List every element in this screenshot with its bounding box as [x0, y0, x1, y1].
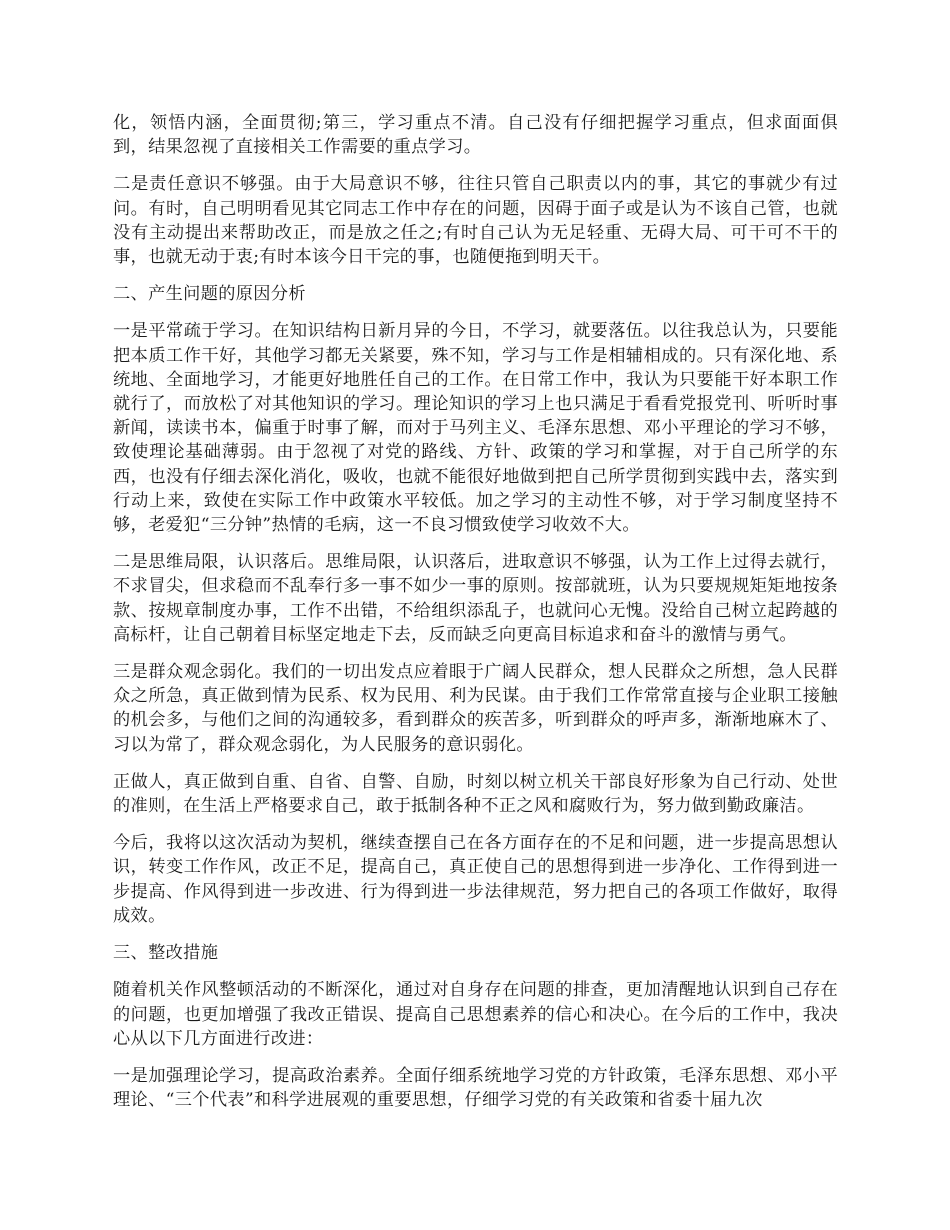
paragraph: 二是思维局限，认识落后。思维局限，认识落后，进取意识不够强，认为工作上过得去就行，不求冒尖，但求稳而不乱奉行多一事不如少一事的原则。按部就班，认为只要规规矩矩地按条款、按规章制度办事，工作不出错，不给组织添乱子，也就问心无愧。没给自己树立起跨越的高标杆，让自己朝着目标坚定地走下去，反而缺乏向更高目标追求和奋斗的激情与勇气。	[113, 552, 838, 645]
document-page	[113, 111, 838, 1125]
section-heading: 三、整改措施	[113, 943, 219, 964]
paragraph: 随着机关作风整顿活动的不断深化，通过对自身存在问题的排查，更加清醒地认识到自己存在的问题，也更加增强了我改正错误、提高自己思想素养的信心和决心。在今后的工作中，我决心从以下几方面进行改进：	[113, 980, 838, 1049]
paragraph: 化，领悟内涵，全面贯彻;第三，学习重点不清。自己没有仔细把握学习重点，但求面面俱到，结果忽视了直接相关工作需要的重点学习。	[113, 113, 838, 158]
paragraph: 一是加强理论学习，提高政治素养。全面仔细系统地学习党的方针政策，毛泽东思想、邓小平理论、“三个代表”和科学进展观的重要思想，仔细学习党的有关政策和省委十届九次	[113, 1065, 838, 1111]
paragraph: 二是责任意识不够强。由于大局意识不够，往往只管自己职责以内的事，其它的事就少有过问。有时，自己明明看见其它同志工作中存在的问题，因碍于面子或是认为不该自己管，也就没有主动提出来帮助改正，而是放之任之;有时自己认为无足轻重、无碍大局、可干可不干的事，也就无动于衷;有时本该今日干完的事，也随便拖到明天干。	[113, 174, 838, 268]
paragraph: 一是平常疏于学习。在知识结构日新月异的今日，不学习，就要落伍。以往我总认为，只要能把本质工作干好，其他学习都无关紧要，殊不知，学习与工作是相辅相成的。只有深化地、系统地、全面地学习，才能更好地胜任自己的工作。在日常工作中，我认为只要能干好本职工作就行了，而放松了对其他知识的学习。理论知识的学习上也只满足于看看党报党刊、听听时事新闻，读读书本，偏重于时事了解，而对于马列主义、毛泽东思想、邓小平理论的学习不够，致使理论基础薄弱。由于忽视了对党的路线、方针、政策的学习和掌握，对于自己所学的东西，也没有仔细去深化消化，吸收，也就不能很好地做到把自己所学贯彻到实践中去，落实到行动上来，致使在实际工作中政策水平较低。加之学习的主动性不够，对于学习制度坚持不够，老爱犯“三分钟”热情的毛病，这一不良习惯致使学习收效不大。	[113, 321, 838, 536]
paragraph: 正做人，真正做到自重、自省、自警、自励，时刻以树立机关干部良好形象为自己行动、处世的准则，在生活上严格要求自己，敢于抵制各种不正之风和腐败行为，努力做到勤政廉洁。	[113, 771, 838, 817]
paragraph: 今后，我将以这次活动为契机，继续查摆自己在各方面存在的不足和问题，进一步提高思想认识，转变工作作风，改正不足，提高自己，真正使自己的思想得到进一步净化、工作得到进一步提高、作风得到进一步改进、行为得到进一步法律规范，努力把自己的各项工作做好，取得成效。	[113, 833, 838, 926]
paragraph: 三是群众观念弱化。我们的一切出发点应着眼于广阔人民群众，想人民群众之所想，急人民群众之所急，真正做到情为民系、权为民用、利为民谋。由于我们工作常常直接与企业职工接触的机会多，与他们之间的沟通较多，看到群众的疾苦多，听到群众的呼声多，渐渐地麻木了、习以为常了，群众观念弱化，为人民服务的意识弱化。	[113, 662, 838, 755]
section-heading: 二、产生问题的原因分析	[113, 284, 306, 305]
